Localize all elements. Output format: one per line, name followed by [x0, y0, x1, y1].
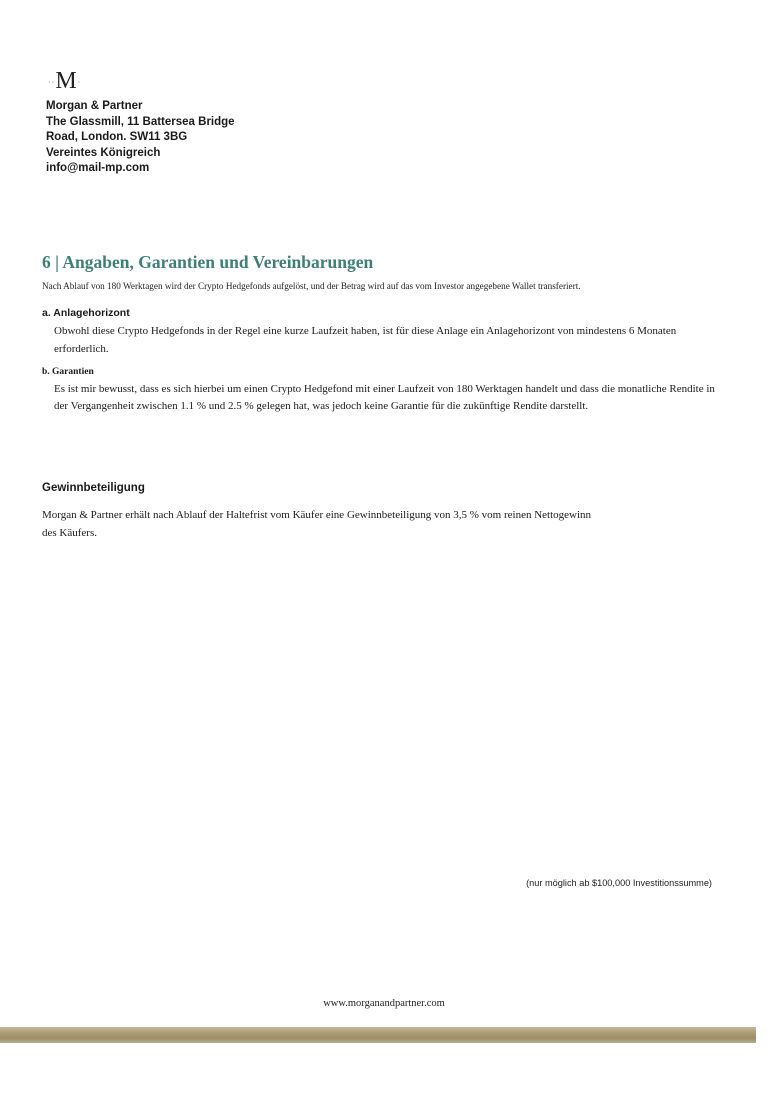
section-intro: Nach Ablauf von 180 Werktagen wird der Crypto Hedgefonds aufgelöst, und der Betrag wird auf das vom Investor angegebene Wallet transferiert.: [42, 281, 581, 291]
footer-website: www.morganandpartner.com: [323, 998, 445, 1009]
company-logo: [48, 68, 81, 95]
logo-letter: M: [55, 68, 78, 94]
address-line-country: Vereintes Königreich: [46, 146, 161, 159]
subsection-b-title: b. Garantien: [42, 367, 94, 377]
logo-dots-left: ··: [48, 77, 56, 87]
profit-sharing-title: Gewinnbeteiligung: [42, 482, 145, 494]
profit-sharing-text: Morgan & Partner erhält nach Ablauf der Haltefrist vom Käufer eine Gewinnbeteiligung von 3,5 % vom reinen Nettogewinn des Käufers.: [42, 509, 592, 539]
address-line-street: The Glassmill, 11 Battersea Bridge: [46, 115, 235, 128]
footer-bar: [0, 1027, 756, 1043]
company-address: [46, 99, 235, 177]
logo-dots-right: ·: [77, 77, 82, 87]
subsection-a-text: Obwohl diese Crypto Hedgefonds in der Regel eine kurze Laufzeit haben, ist für diese Anlage ein Anlagehorizont von mindestens 6 Monaten erforderlich.: [54, 325, 677, 355]
address-line-email: info@mail-mp.com: [46, 162, 150, 174]
minimum-investment-note: (nur möglich ab $100,000 Investitionssumme): [526, 878, 712, 888]
section-title: 6 | Angaben, Garantien und Vereinbarungen: [42, 252, 374, 272]
subsection-b-text: Es ist mir bewusst, dass es sich hierbei um einen Crypto Hedgefond mit einer Laufzeit von 180 Werktagen handelt und dass die monatliche Rendite in der Vergangenheit zwischen 1.1 % und 2.5 % gelegen hat, was jedoch keine Garantie für die zukünftige Rendite darstellt.: [54, 383, 715, 412]
address-line-city: Road, London. SW11 3BG: [46, 131, 188, 143]
subsection-a-title: a. Anlagehorizont: [42, 307, 130, 319]
address-line-company: Morgan & Partner: [46, 100, 143, 112]
